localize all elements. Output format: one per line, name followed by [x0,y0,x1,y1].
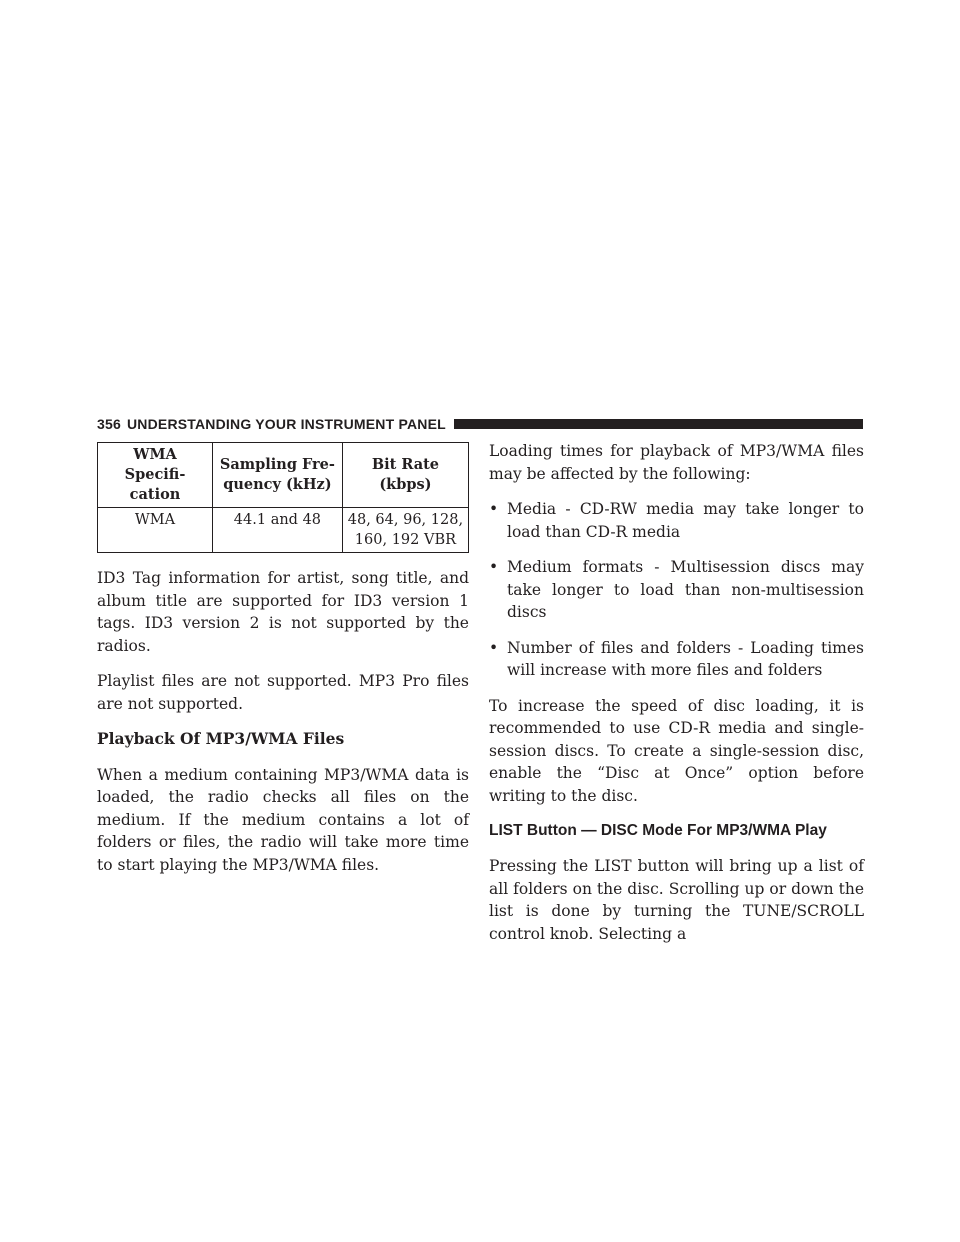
table-header-row [98,443,469,508]
playback-paragraph: When a medium containing MP3/WMA data is loaded, the radio checks all files on the medium. If the medium contains a lot of folders or files, the radio will take more time to start playing the MP3/WMA files. [97,765,469,874]
page-number: 356 [97,416,121,432]
bullet-text: Number of files and folders - Loading times will increase with more files and folders [507,638,864,679]
id3-paragraph: ID3 Tag information for artist, song title, and album title are supported for ID3 version 1 tags. ID3 version 2 is not supported by the radios. [97,569,469,655]
playback-subheading: Playback Of MP3/WMA Files [97,729,345,748]
header-rule [454,419,863,429]
header-line: Bit Rate (kbps) [371,456,440,493]
list-item [489,556,864,624]
disc-speed-paragraph: To increase the speed of disc loading, it is recommended to use CD-R media and single-session discs. To create a single-session disc, enable the “Disc at Once” option before writing to the disc. [489,696,864,805]
wma-spec-table [97,442,469,553]
list-item [489,498,864,543]
loading-intro-paragraph: Loading times for playback of MP3/WMA files may be affected by the following: [489,442,864,483]
bitrate-line: 160, 192 VBR [354,532,457,548]
list-button-heading: LIST Button — DISC Mode For MP3/WMA Play [489,822,827,839]
bitrate-line: 48, 64, 96, 128, [347,512,464,528]
bullet-text: Media - CD-RW media may take longer to load than CD-R media [507,500,864,541]
header-line: Sampling Fre- [219,456,335,473]
header-line: quency (kHz) [223,476,332,493]
table-cell-frequency: 44.1 and 48 [213,508,343,553]
header-line: WMA Specifi- [124,446,186,483]
table-cell-bitrate [342,508,468,553]
table-cell-spec: WMA [98,508,213,553]
left-column [97,442,469,876]
table-header-bitrate [342,443,468,508]
list-button-paragraph: Pressing the LIST button will bring up a list of all folders on the disc. Scrolling up or down the list is done by turning the TUNE/SCROLL control knob. Selecting a [489,857,864,943]
bullet-text: Medium formats - Multisession discs may take longer to load than non-multisession discs [507,558,864,621]
bullet-icon: • [489,558,499,576]
table-row [98,508,469,553]
section-title: UNDERSTANDING YOUR INSTRUMENT PANEL [126,416,446,432]
bullet-icon: • [489,500,499,518]
table-header-frequency [213,443,343,508]
page-header [97,416,863,432]
table-header-spec [98,443,213,508]
bullet-icon: • [489,638,499,657]
list-item [489,637,864,682]
playlist-paragraph: Playlist files are not supported. MP3 Pro files are not supported. [97,672,469,713]
header-line: cation [129,486,181,503]
right-column [489,440,864,945]
